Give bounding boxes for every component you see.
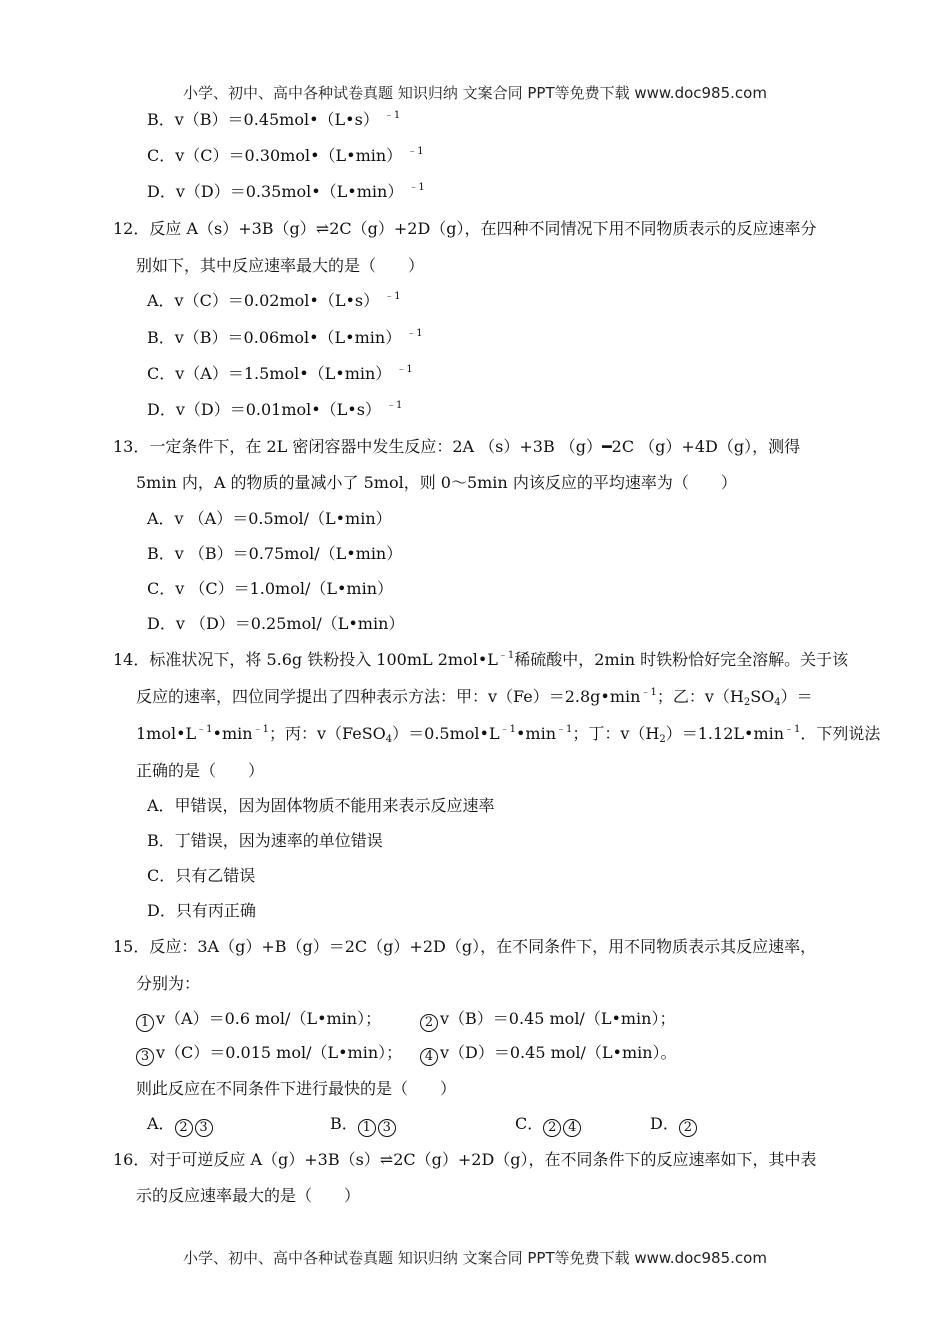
q14-stem-line2: 反应的速率，四位同学提出了四种表示方法：甲：$v(Fe)=2.8g•\min^{﹣1}$；乙：$v(H_2SO_4)=$ [136,687,813,708]
q11-option-b: B．v（B）＝0.45mol•（L•s） $^{﹣1}$ [147,110,401,129]
q11-option-c: C．v（C）＝0.30mol•（L•min） $^{﹣1}$ [147,146,424,165]
circled-number-3: 3 [136,1048,154,1066]
q11-option-d: D．v（D）＝0.35mol•（L•min） $^{﹣1}$ [147,182,425,201]
q15-ask: 则此反应在不同条件下进行最快的是（ ） [136,1079,457,1098]
circled-number-2: 2 [420,1014,438,1032]
q16-stem-line2: 示的反应速率最大的是（ ） [136,1186,361,1205]
q14-option-d: D．只有丙正确 [147,901,256,920]
q13-option-a: A．v （A）＝0.5mol/（L•min） [147,509,392,528]
q15-rate-1: 1 v（A）＝0.6 mol/（L•min）； [136,1009,381,1032]
q15-option-d: D． 2 [650,1114,699,1137]
circled-number-4: 4 [420,1048,438,1066]
q12-stem-line2: 别如下，其中反应速率最大的是（ ） [136,256,425,275]
q14-stem-line1: 14．标准状况下，将 5.6g 铁粉投入 100mL $2mol•L^{﹣1}$稀硫酸中，2min 时铁粉恰好完全溶解。关于该 [113,650,849,669]
q14-option-b: B．丁错误，因为速率的单位错误 [147,831,383,850]
q15-stem-line2: 分别为： [136,974,201,993]
q12-option-b: B．v（B）＝0.06mol•（L•min） $^{﹣1}$ [147,328,423,347]
q14-stem-line4: 正确的是（ ） [136,761,265,780]
q13-stem-line2: 5min 内，A 的物质的量减小了 5mol，则 0～5min 内该反应的平均速率为（ ） [136,473,737,492]
q12-option-c: C．v（A）＝1.5mol•（L•min） $^{﹣1}$ [147,364,413,383]
page-footer: 小学、初中、高中各种试卷真题 知识归纳 文案合同 PPT等免费下载 www.doc985.com [183,1249,767,1267]
q15-option-b: B． 1 3 [330,1114,398,1137]
q15-option-a: A． 2 3 [147,1114,215,1137]
q13-option-d: D．v （D）＝0.25mol/（L•min） [147,614,405,633]
q16-stem-line1: 16．对于可逆反应 A（g）+3B（s）⇌2C（g）+2D（g），在不同条件下的反应速率如下，其中表 [113,1150,817,1169]
q12-option-a: A．v（C）＝0.02mol•（L•s） $^{﹣1}$ [147,291,401,310]
q13-option-c: C．v （C）＝1.0mol/（L•min） [147,579,394,598]
circled-number-1: 1 [136,1014,154,1032]
q13-stem-line1: 13．一定条件下，在 2L 密闭容器中发生反应：2A （s）+3B （g）━2C （g）+4D（g），测得 [113,437,801,456]
q15-option-c: C． 2 4 [515,1114,583,1137]
q12-option-d: D．v（D）＝0.01mol•（L•s） $^{﹣1}$ [147,400,403,419]
q14-option-c: C．只有乙错误 [147,866,256,885]
q15-rate-4: 4 v（D）＝0.45 mol/（L•min）。 [420,1043,677,1066]
q15-stem-line1: 15．反应：3A（g）+B（g）＝2C（g）+2D（g），在不同条件下，用不同物质表示其反应速率， [113,937,817,956]
page-header: 小学、初中、高中各种试卷真题 知识归纳 文案合同 PPT等免费下载 www.doc985.com [183,84,767,102]
q14-option-a: A．甲错误，因为固体物质不能用来表示反应速率 [147,796,495,815]
q12-stem-line1: 12．反应 A（s）+3B（g）⇌2C（g）+2D（g），在四种不同情况下用不同物质表示的反应速率分 [113,219,817,238]
q14-stem-line3: $1mol•L^{﹣1}•\min^{﹣1}$；丙：$v(FeSO_4)=0.5mol•L^{﹣1}•\min^{﹣1}$；丁：$v(H_2)=1.12L•\min^{﹣1}$．下列说法 [136,724,881,745]
q15-rate-2: 2 v（B）＝0.45 mol/（L•min）； [420,1009,675,1032]
q15-rate-3: 3 v（C）＝0.015 mol/（L•min）； [136,1043,402,1066]
q13-option-b: B．v （B）＝0.75mol/（L•min） [147,544,403,563]
